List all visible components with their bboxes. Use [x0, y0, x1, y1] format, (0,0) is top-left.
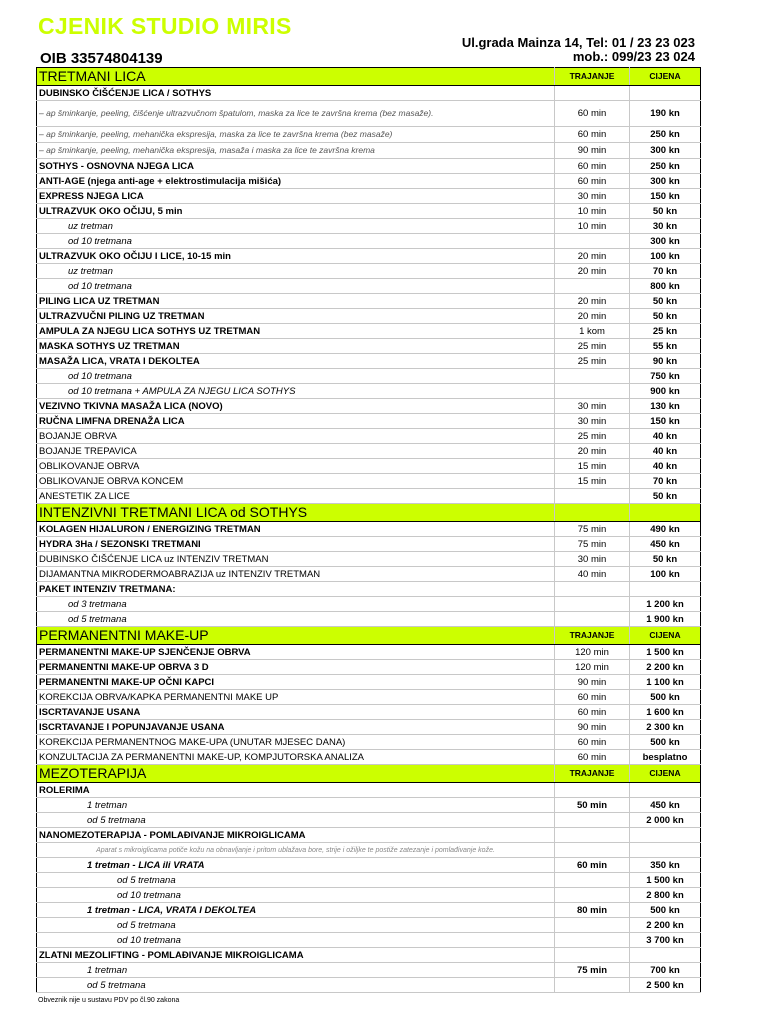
price-row — [37, 582, 701, 597]
service-duration — [555, 369, 630, 384]
service-name: – ap šminkanje, peeling, mehanička ekspresija, masaža i maska za lice te završna krema — [37, 143, 555, 159]
service-name: PERMANENTNI MAKE-UP SJENČENJE OBRVA — [37, 645, 555, 660]
service-duration: 30 min — [555, 399, 630, 414]
service-duration — [555, 612, 630, 627]
price-row — [37, 86, 701, 101]
price-row — [37, 705, 701, 720]
service-price: 40 kn — [630, 444, 701, 459]
service-duration: 60 min — [555, 174, 630, 189]
service-name: PERMANENTNI MAKE-UP OBRVA 3 D — [37, 660, 555, 675]
service-price: 900 kn — [630, 384, 701, 399]
service-name: DUBINSKO ČIŠĆENJE LICA / SOTHYS — [37, 86, 555, 101]
service-name: ANTI-AGE (njega anti-age + elektrostimulacija mišića) — [37, 174, 555, 189]
service-price: 50 kn — [630, 489, 701, 504]
price-row — [37, 948, 701, 963]
service-name: EXPRESS NJEGA LICA — [37, 189, 555, 204]
service-price: 55 kn — [630, 339, 701, 354]
price-row — [37, 294, 701, 309]
service-duration: 75 min — [555, 537, 630, 552]
service-price: CIJENA — [630, 627, 701, 645]
price-row — [37, 918, 701, 933]
service-price: 70 kn — [630, 264, 701, 279]
service-price: 50 kn — [630, 309, 701, 324]
service-duration — [555, 234, 630, 249]
service-name: KOREKCIJA OBRVA/KAPKA PERMANENTNI MAKE UP — [37, 690, 555, 705]
service-duration — [555, 279, 630, 294]
service-price: 70 kn — [630, 474, 701, 489]
service-price: 2 200 kn — [630, 660, 701, 675]
service-duration: 10 min — [555, 219, 630, 234]
service-name: BOJANJE TREPAVICA — [37, 444, 555, 459]
service-price: 30 kn — [630, 219, 701, 234]
service-price: 1 500 kn — [630, 645, 701, 660]
service-price — [630, 828, 701, 843]
service-duration: 120 min — [555, 660, 630, 675]
oib-number: OIB 33574804139 — [40, 50, 163, 67]
service-duration — [555, 828, 630, 843]
service-name: PAKET INTENZIV TRETMANA: — [37, 582, 555, 597]
price-row — [37, 489, 701, 504]
price-row — [37, 159, 701, 174]
price-row — [37, 204, 701, 219]
service-price: 25 kn — [630, 324, 701, 339]
price-row — [37, 660, 701, 675]
service-price: 90 kn — [630, 354, 701, 369]
price-row — [37, 963, 701, 978]
service-name: – ap šminkanje, peeling, mehanička ekspresija, maska za lice te završna krema (bez masaže) — [37, 127, 555, 143]
service-duration — [555, 948, 630, 963]
service-price: 50 kn — [630, 294, 701, 309]
service-name: BOJANJE OBRVA — [37, 429, 555, 444]
service-name: od 3 tretmana — [37, 597, 555, 612]
service-price: besplatno — [630, 750, 701, 765]
mobile-phone: mob.: 099/23 23 024 — [572, 49, 695, 64]
service-duration: 20 min — [555, 249, 630, 264]
service-name: AMPULA ZA NJEGU LICA SOTHYS UZ TRETMAN — [37, 324, 555, 339]
service-duration: 75 min — [555, 963, 630, 978]
service-price: 500 kn — [630, 735, 701, 750]
service-duration — [555, 86, 630, 101]
price-row — [37, 429, 701, 444]
service-duration: 60 min — [555, 705, 630, 720]
service-name: OBLIKOVANJE OBRVA — [37, 459, 555, 474]
service-price: 1 200 kn — [630, 597, 701, 612]
service-duration — [555, 933, 630, 948]
section-header-row — [37, 68, 701, 86]
service-duration: 60 min — [555, 690, 630, 705]
service-duration: 30 min — [555, 414, 630, 429]
price-row — [37, 279, 701, 294]
address-phone: Ul.grada Mainza 14, Tel: 01 / 23 23 023 — [461, 35, 695, 50]
service-duration — [555, 582, 630, 597]
price-row — [37, 339, 701, 354]
price-row — [37, 720, 701, 735]
service-name: 1 tretman — [37, 798, 555, 813]
service-duration — [555, 978, 630, 993]
section-header-row — [37, 627, 701, 645]
price-row — [37, 174, 701, 189]
service-duration: 120 min — [555, 645, 630, 660]
price-row — [37, 873, 701, 888]
price-row — [37, 783, 701, 798]
service-duration: 60 min — [555, 858, 630, 873]
service-duration: 50 min — [555, 798, 630, 813]
price-row — [37, 189, 701, 204]
price-row — [37, 143, 701, 159]
service-price: 2 500 kn — [630, 978, 701, 993]
service-price: 50 kn — [630, 552, 701, 567]
service-name: KONZULTACIJA ZA PERMANENTNI MAKE-UP, KOMPJUTORSKA ANALIZA — [37, 750, 555, 765]
price-row — [37, 459, 701, 474]
service-price: 750 kn — [630, 369, 701, 384]
price-row — [37, 645, 701, 660]
service-price: 800 kn — [630, 279, 701, 294]
service-price: CIJENA — [630, 68, 701, 86]
service-name: od 10 tretmana — [37, 933, 555, 948]
price-row — [37, 522, 701, 537]
service-duration: TRAJANJE — [555, 627, 630, 645]
price-row — [37, 414, 701, 429]
service-price: 100 kn — [630, 567, 701, 582]
service-price: 50 kn — [630, 204, 701, 219]
service-name: TRETMANI LICA — [37, 68, 555, 86]
service-price: 150 kn — [630, 189, 701, 204]
price-row — [37, 101, 701, 127]
service-duration: 90 min — [555, 675, 630, 690]
price-row — [37, 474, 701, 489]
service-name: od 5 tretmana — [37, 813, 555, 828]
service-price: 500 kn — [630, 690, 701, 705]
service-price: 3 700 kn — [630, 933, 701, 948]
service-duration: 15 min — [555, 459, 630, 474]
service-name: PERMANENTNI MAKE-UP OČNI KAPCI — [37, 675, 555, 690]
service-price — [630, 783, 701, 798]
price-row — [37, 933, 701, 948]
service-name: PERMANENTNI MAKE-UP — [37, 627, 555, 645]
service-name: SOTHYS - OSNOVNA NJEGA LICA — [37, 159, 555, 174]
footer-note: Obveznik nije u sustavu PDV po čl.90 zakona — [38, 997, 180, 1004]
service-name: uz tretman — [37, 219, 555, 234]
price-row — [37, 798, 701, 813]
service-duration: 15 min — [555, 474, 630, 489]
service-duration: 40 min — [555, 567, 630, 582]
service-duration — [555, 489, 630, 504]
service-price: 2 000 kn — [630, 813, 701, 828]
price-row — [37, 735, 701, 750]
service-name: ANESTETIK ZA LICE — [37, 489, 555, 504]
service-price: 450 kn — [630, 537, 701, 552]
service-name: od 5 tretmana — [37, 612, 555, 627]
price-row — [37, 369, 701, 384]
service-name: od 10 tretmana — [37, 888, 555, 903]
service-name: DIJAMANTNA MIKRODERMOABRAZIJA uz INTENZIV TRETMAN — [37, 567, 555, 582]
service-name: MASKA SOTHYS UZ TRETMAN — [37, 339, 555, 354]
price-row — [37, 234, 701, 249]
service-name: MASAŽA LICA, VRATA I DEKOLTEA — [37, 354, 555, 369]
price-row — [37, 354, 701, 369]
service-name: ULTRAZVUK OKO OČIJU, 5 min — [37, 204, 555, 219]
service-name: od 5 tretmana — [37, 873, 555, 888]
service-name: ZLATNI MEZOLIFTING - POMLAĐIVANJE MIKROIGLICAMA — [37, 948, 555, 963]
service-name: ISCRTAVANJE USANA — [37, 705, 555, 720]
service-price: 1 500 kn — [630, 873, 701, 888]
service-name: od 5 tretmana — [37, 918, 555, 933]
service-price: 490 kn — [630, 522, 701, 537]
service-duration: 60 min — [555, 750, 630, 765]
service-price — [630, 86, 701, 101]
service-price: CIJENA — [630, 765, 701, 783]
service-name: KOLAGEN HIJALURON / ENERGIZING TRETMAN — [37, 522, 555, 537]
service-duration — [555, 783, 630, 798]
service-name: 1 tretman — [37, 963, 555, 978]
service-price: 150 kn — [630, 414, 701, 429]
service-duration: 25 min — [555, 429, 630, 444]
price-row — [37, 750, 701, 765]
service-duration: 75 min — [555, 522, 630, 537]
service-duration: 20 min — [555, 294, 630, 309]
service-duration — [555, 918, 630, 933]
price-row — [37, 537, 701, 552]
service-price: 40 kn — [630, 459, 701, 474]
service-name: od 10 tretmana — [37, 279, 555, 294]
price-row — [37, 690, 701, 705]
service-name: ISCRTAVANJE I POPUNJAVANJE USANA — [37, 720, 555, 735]
service-price: 40 kn — [630, 429, 701, 444]
service-duration: 1 kom — [555, 324, 630, 339]
price-row — [37, 127, 701, 143]
service-price: 1 100 kn — [630, 675, 701, 690]
service-name: ULTRAZVUK OKO OČIJU I LICE, 10-15 min — [37, 249, 555, 264]
service-duration: 80 min — [555, 903, 630, 918]
service-name: NANOMEZOTERAPIJA - POMLAĐIVANJE MIKROIGLICAMA — [37, 828, 555, 843]
service-duration: 25 min — [555, 339, 630, 354]
service-price: 2 200 kn — [630, 918, 701, 933]
service-price: 100 kn — [630, 249, 701, 264]
service-name: od 10 tretmana — [37, 369, 555, 384]
price-row — [37, 384, 701, 399]
service-name: KOREKCIJA PERMANENTNOG MAKE-UPA (UNUTAR MJESEC DANA) — [37, 735, 555, 750]
service-duration: 60 min — [555, 101, 630, 127]
service-duration: 20 min — [555, 309, 630, 324]
contact-info — [462, 36, 695, 64]
service-price: 300 kn — [630, 143, 701, 159]
service-name: DUBINSKO ČIŠĆENJE LICA uz INTENZIV TRETMAN — [37, 552, 555, 567]
service-price: 350 kn — [630, 858, 701, 873]
price-row — [37, 675, 701, 690]
service-price: 300 kn — [630, 174, 701, 189]
price-row — [37, 858, 701, 873]
price-row — [37, 888, 701, 903]
service-name: RUČNA LIMFNA DRENAŽA LICA — [37, 414, 555, 429]
service-name: – ap šminkanje, peeling, čišćenje ultrazvučnom špatulom, maska za lice te završna krema (bez masaže). — [37, 101, 555, 127]
service-price: 300 kn — [630, 234, 701, 249]
service-name: od 5 tretmana — [37, 978, 555, 993]
price-row — [37, 309, 701, 324]
service-name: Aparat s mikroiglicama potiče kožu na obnavljanje i pritom ublažava bore, strije i ožiljke te postiže zatezanje i pomlađivanje kože. — [37, 843, 555, 858]
service-name: MEZOTERAPIJA — [37, 765, 555, 783]
service-duration: 90 min — [555, 720, 630, 735]
price-row — [37, 903, 701, 918]
service-name: VEZIVNO TKIVNA MASAŽA LICA (NOVO) — [37, 399, 555, 414]
service-price: 250 kn — [630, 159, 701, 174]
service-duration: TRAJANJE — [555, 765, 630, 783]
service-duration — [555, 384, 630, 399]
service-duration — [555, 873, 630, 888]
service-price: 2 800 kn — [630, 888, 701, 903]
price-row — [37, 978, 701, 993]
service-name: 1 tretman - LICA, VRATA I DEKOLTEA — [37, 903, 555, 918]
service-duration: 10 min — [555, 204, 630, 219]
section-header-row — [37, 765, 701, 783]
service-price — [630, 582, 701, 597]
service-name: ROLERIMA — [37, 783, 555, 798]
service-price: 250 kn — [630, 127, 701, 143]
service-duration — [555, 813, 630, 828]
page-title: CJENIK STUDIO MIRIS — [38, 13, 292, 39]
service-price: 1 900 kn — [630, 612, 701, 627]
service-name: OBLIKOVANJE OBRVA KONCEM — [37, 474, 555, 489]
service-duration: 90 min — [555, 143, 630, 159]
service-name: ULTRAZVUČNI PILING UZ TRETMAN — [37, 309, 555, 324]
service-price: 130 kn — [630, 399, 701, 414]
price-row — [37, 264, 701, 279]
price-row — [37, 552, 701, 567]
service-duration — [555, 597, 630, 612]
service-duration: 60 min — [555, 127, 630, 143]
service-name: od 10 tretmana + AMPULA ZA NJEGU LICA SOTHYS — [37, 384, 555, 399]
price-row — [37, 399, 701, 414]
section-header-row — [37, 504, 701, 522]
service-duration: 20 min — [555, 264, 630, 279]
service-name: PILING LICA UZ TRETMAN — [37, 294, 555, 309]
service-duration: 30 min — [555, 189, 630, 204]
service-duration: 60 min — [555, 735, 630, 750]
price-row — [37, 219, 701, 234]
service-duration: 20 min — [555, 444, 630, 459]
service-name: od 10 tretmana — [37, 234, 555, 249]
service-price: 450 kn — [630, 798, 701, 813]
service-duration: 60 min — [555, 159, 630, 174]
service-price — [630, 843, 701, 858]
service-price — [630, 504, 701, 522]
service-duration: 30 min — [555, 552, 630, 567]
price-row — [37, 843, 701, 858]
service-duration — [555, 843, 630, 858]
service-name: uz tretman — [37, 264, 555, 279]
price-row — [37, 444, 701, 459]
service-price: 1 600 kn — [630, 705, 701, 720]
service-price: 190 kn — [630, 101, 701, 127]
service-duration — [555, 888, 630, 903]
service-price: 2 300 kn — [630, 720, 701, 735]
price-row — [37, 597, 701, 612]
service-duration: 25 min — [555, 354, 630, 369]
price-row — [37, 813, 701, 828]
service-name: HYDRA 3Ha / SEZONSKI TRETMANI — [37, 537, 555, 552]
service-price: 700 kn — [630, 963, 701, 978]
service-price — [630, 948, 701, 963]
service-duration: TRAJANJE — [555, 68, 630, 86]
price-row — [37, 249, 701, 264]
service-name: INTENZIVNI TRETMANI LICA od SOTHYS — [37, 504, 555, 522]
service-duration — [555, 504, 630, 522]
price-row — [37, 567, 701, 582]
price-row — [37, 828, 701, 843]
service-name: 1 tretman - LICA ili VRATA — [37, 858, 555, 873]
price-row — [37, 612, 701, 627]
service-price: 500 kn — [630, 903, 701, 918]
price-row — [37, 324, 701, 339]
price-list-table — [36, 67, 701, 993]
